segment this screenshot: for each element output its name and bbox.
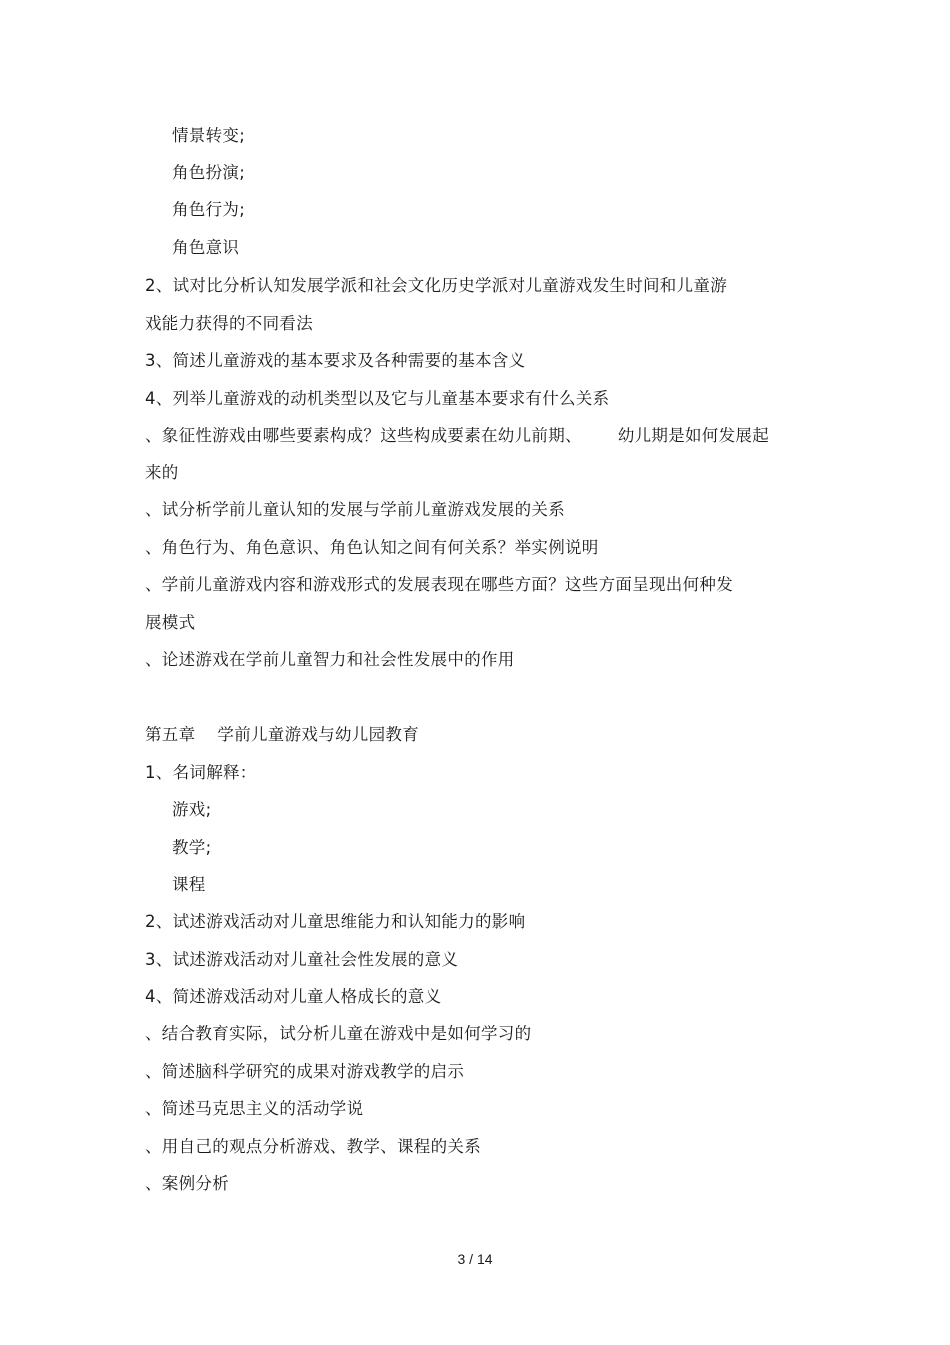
question-line: 3、试述游戏活动对儿童社会性发展的意义: [145, 950, 459, 969]
chapter-heading: [145, 725, 419, 745]
question-line: 来的: [145, 463, 179, 482]
term-item: 角色行为;: [172, 200, 246, 219]
question-line: 、简述脑科学研究的成果对游戏教学的启示: [145, 1062, 465, 1081]
question-line: 、用自己的观点分析游戏、教学、课程的关系: [145, 1137, 481, 1156]
term-item: 游戏;: [172, 800, 212, 819]
question-line: 、角色行为、角色意识、角色认知之间有何关系？举实例说明: [145, 538, 599, 557]
term-item: 课程: [172, 875, 206, 894]
question-line: 2、试对比分析认知发展学派和社会文化历史学派对儿童游戏发生时间和儿童游: [145, 276, 727, 295]
chapter-title: 学前儿童游戏与幼儿园教育: [217, 725, 420, 744]
question-line: 展模式: [145, 613, 196, 632]
question-line: 、简述马克思主义的活动学说: [145, 1099, 364, 1118]
question-part: 幼儿期是如何发展起: [617, 426, 770, 445]
term-item: 角色扮演;: [172, 163, 246, 182]
question-line: 、试分析学前儿童认知的发展与学前儿童游戏发展的关系: [145, 500, 565, 519]
page-number: 3 / 14: [457, 1251, 493, 1267]
question-line: 1、名词解释：: [145, 763, 257, 782]
question-line: 4、列举儿童游戏的动机类型以及它与儿童基本要求有什么关系: [145, 389, 610, 408]
question-line: 2、试述游戏活动对儿童思维能力和认知能力的影响: [145, 912, 526, 931]
question-line: 、学前儿童游戏内容和游戏形式的发展表现在哪些方面？这些方面呈现出何种发: [145, 575, 733, 594]
term-item: 情景转变;: [172, 126, 246, 145]
question-line: 戏能力获得的不同看法: [145, 314, 313, 333]
question-line: 、结合教育实际，试分析儿童在游戏中是如何学习的: [145, 1024, 532, 1043]
question-line: [145, 426, 769, 446]
term-item: 教学;: [172, 838, 212, 857]
term-item: 角色意识: [172, 238, 240, 257]
chapter-number: 第五章: [145, 725, 196, 744]
question-line: 3、简述儿童游戏的基本要求及各种需要的基本含义: [145, 351, 526, 370]
question-line: 4、简述游戏活动对儿童人格成长的意义: [145, 987, 442, 1006]
question-line: 、案例分析: [145, 1174, 229, 1193]
question-part: 、象征性游戏由哪些要素构成？这些构成要素在幼儿前期、: [145, 426, 582, 445]
question-line: 、论述游戏在学前儿童智力和社会性发展中的作用: [145, 650, 515, 669]
